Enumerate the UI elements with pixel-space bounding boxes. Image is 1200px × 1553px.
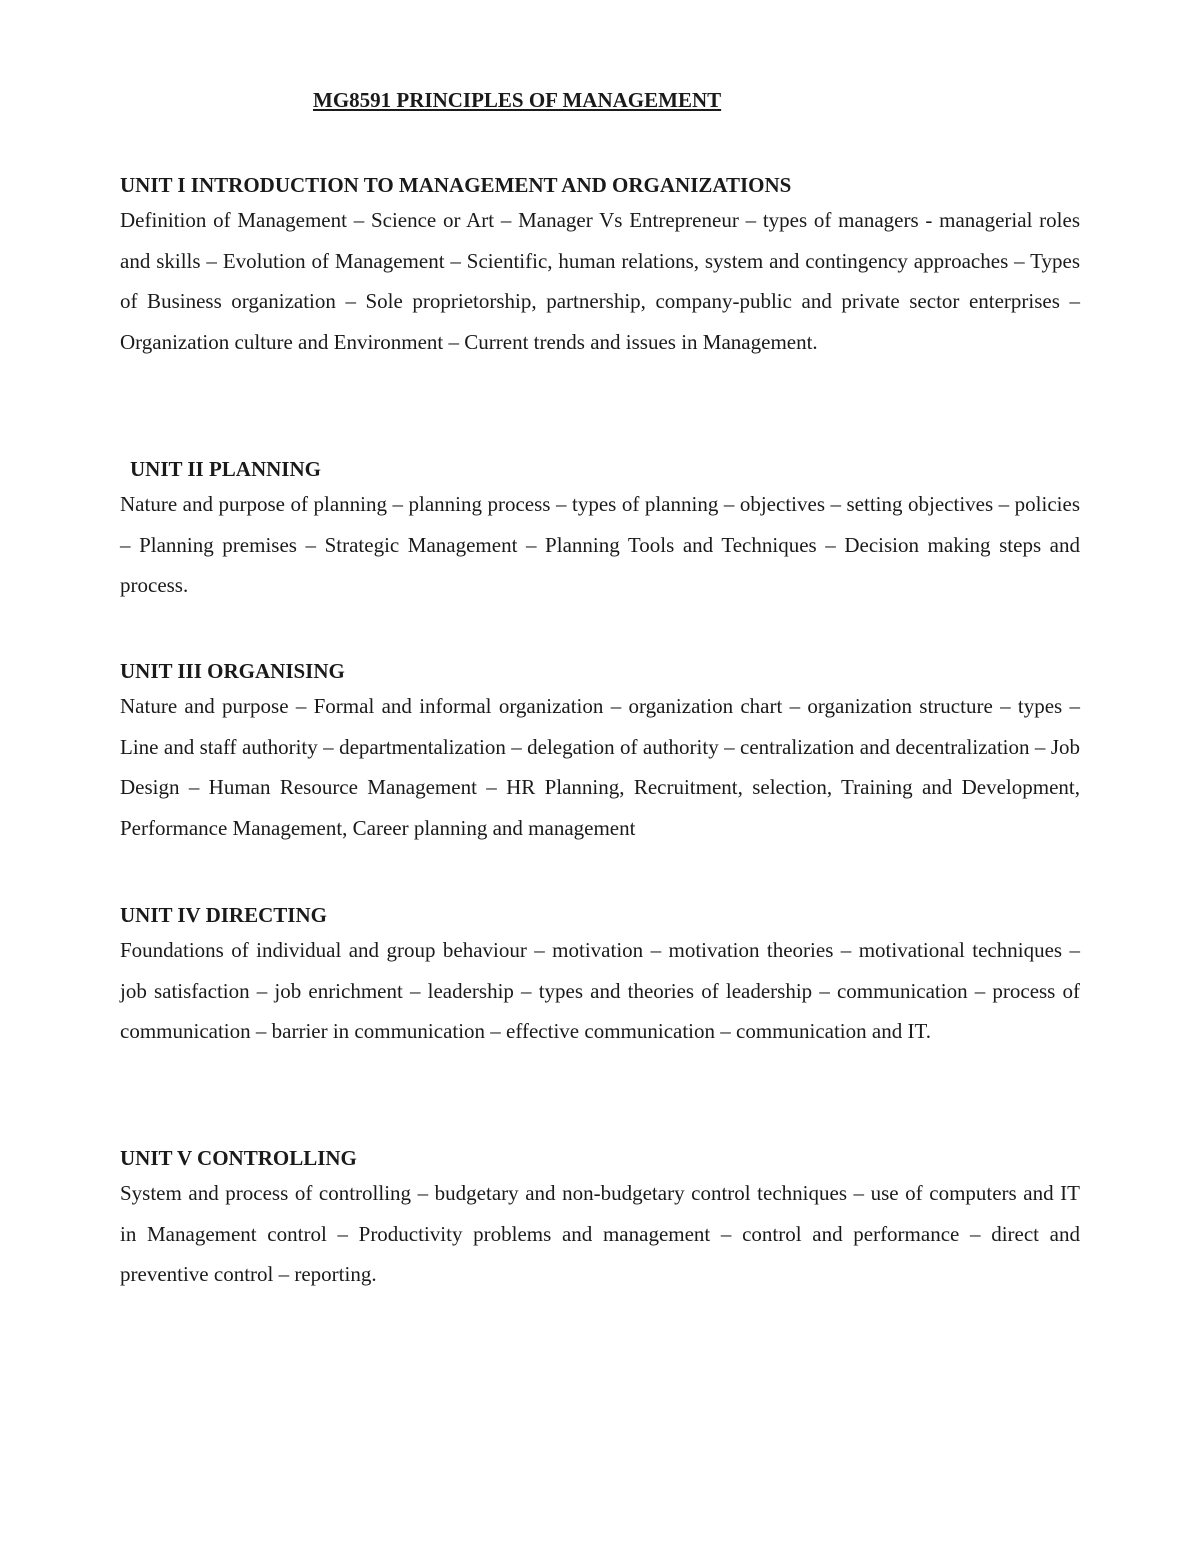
unit-body: System and process of controlling – budgetary and non-budgetary control techniques – use of computers and IT in Management control – Productivity problems and management – control and performance – direct and preventive control – reporting. xyxy=(120,1181,1080,1287)
unit-heading: UNIT II PLANNING xyxy=(130,457,321,481)
unit-body: Nature and purpose – Formal and informal organization – organization chart – organization structure – types – Line and staff authority – departmentalization – delegation of authority – centralization and decentralization – Job Design – Human Resource Management – HR Planning, Recruitment, selection, Training and Development, Performance Management, Career planning and management xyxy=(120,694,1080,841)
unit-section-4 xyxy=(120,900,1080,1052)
unit-heading: UNIT V CONTROLLING xyxy=(120,1146,357,1170)
unit-heading: UNIT III ORGANISING xyxy=(120,659,345,683)
unit-section-2 xyxy=(120,454,1080,606)
unit-body: Nature and purpose of planning – planning process – types of planning – objectives – setting objectives – policies – Planning premises – Strategic Management – Planning Tools and Techniques – Decision making steps and process. xyxy=(120,492,1080,598)
unit-section-5 xyxy=(120,1143,1080,1295)
unit-heading: UNIT IV DIRECTING xyxy=(120,903,327,927)
unit-body: Definition of Management – Science or Art – Manager Vs Entrepreneur – types of managers - managerial roles and skills – Evolution of Management – Scientific, human relations, system and contingency approaches – Types of Business organization – Sole proprietorship, partnership, company-public and private sector enterprises – Organization culture and Environment – Current trends and issues in Management. xyxy=(120,208,1080,355)
unit-section-3 xyxy=(120,656,1080,849)
unit-body: Foundations of individual and group behaviour – motivation – motivation theories – motivational techniques – job satisfaction – job enrichment – leadership – types and theories of leadership – communication – process of communication – barrier in communication – effective communication – communication and IT. xyxy=(120,938,1080,1044)
page-title: MG8591 PRINCIPLES OF MANAGEMENT xyxy=(313,88,722,112)
unit-section-1 xyxy=(120,170,1080,363)
unit-heading: UNIT I INTRODUCTION TO MANAGEMENT AND ORGANIZATIONS xyxy=(120,173,792,197)
